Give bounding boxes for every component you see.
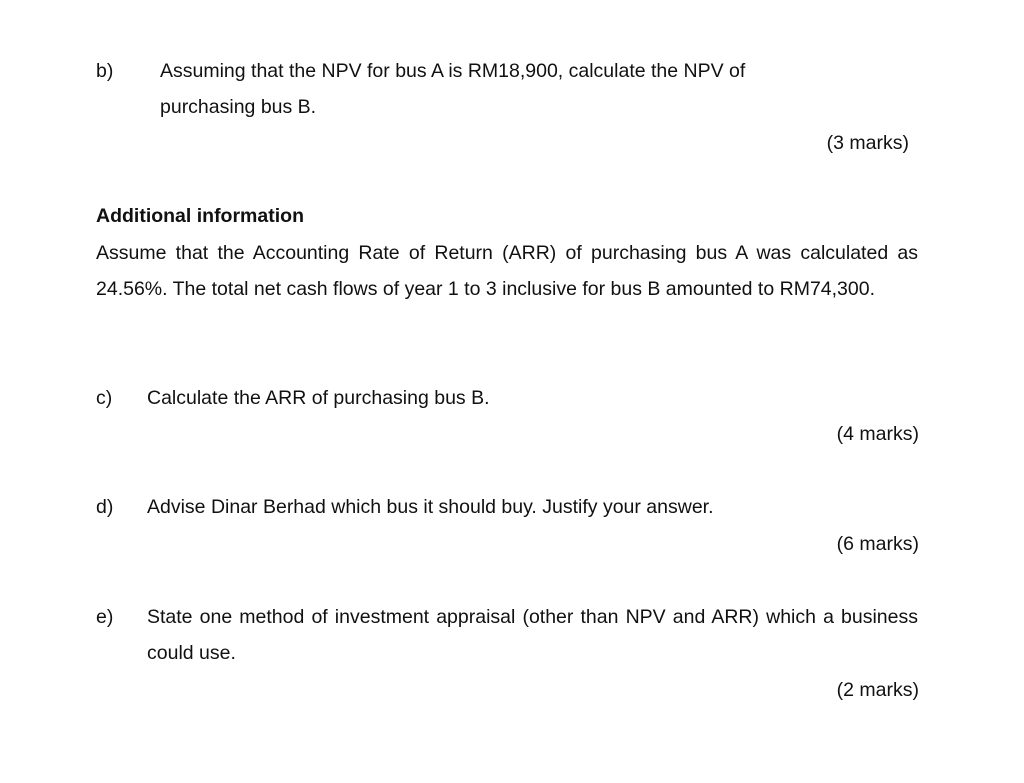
question-e-letter: e) — [96, 606, 114, 628]
question-d-marks: (6 marks) — [836, 533, 919, 555]
question-b-text-line2: purchasing bus B. — [160, 96, 317, 118]
additional-information-paragraph: Assume that the Accounting Rate of Return (ARR) of purchasing bus A was calculated as 24.56%. The total net cash flows of year 1 to 3 inclusive for bus B amounted to RM74,300. — [96, 242, 918, 300]
question-b-marks: (3 marks) — [826, 132, 909, 154]
question-c-letter: c) — [96, 387, 113, 409]
additional-information-heading: Additional information — [96, 205, 304, 227]
question-e-text: State one method of investment appraisal (other than NPV and ARR) which a business could use. — [147, 606, 918, 664]
question-c-text: Calculate the ARR of purchasing bus B. — [147, 387, 490, 409]
question-d-letter: d) — [96, 496, 114, 518]
question-b-letter: b) — [96, 60, 114, 82]
question-e-marks: (2 marks) — [836, 679, 919, 701]
question-b-text-line1: Assuming that the NPV for bus A is RM18,900, calculate the NPV of — [160, 60, 746, 82]
question-c-marks: (4 marks) — [836, 423, 919, 445]
question-d-text: Advise Dinar Berhad which bus it should buy. Justify your answer. — [147, 496, 714, 518]
